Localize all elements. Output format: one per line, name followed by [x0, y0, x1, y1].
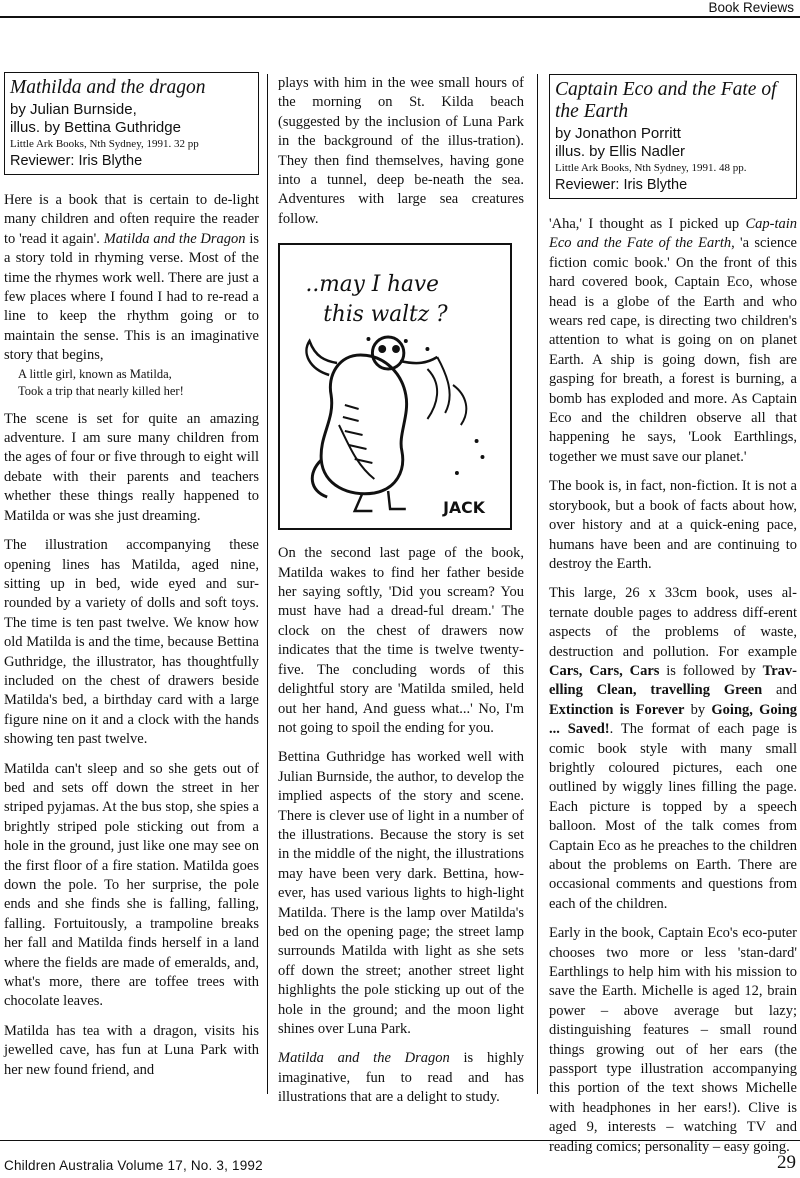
review1-header-box [4, 72, 259, 175]
top-rule [0, 16, 800, 18]
column-1 [4, 72, 259, 1090]
review2-header-box [549, 74, 797, 199]
paragraph: This large, 26 x 33cm book, uses al-ternate double pages to address diff-erent aspects of the problems of waste, destruction and pollution. For example Cars, Cars, Cars is followed by Trav-elling Clean, travelling Green and Extinction is Forever by Going, Going ... Saved!. The format of each page is comic book style with many small brightly coloured pictures, each one outlined by wiggly lines filling the page. Each picture is topped by a speech balloon. Most of the talk comes from Captain Eco as he preaches to the children about the problems on Earth. There are occasional comments and questions from each of the children. [549, 585, 798, 912]
review2-reviewer: Reviewer: Iris Blythe [555, 177, 688, 193]
review1-reviewer: Reviewer: Iris Blythe [10, 153, 143, 169]
paragraph: The scene is set for quite an amazing adventure. I am sure many children from the ages of four or five through to eight will debate with their parents and teachers whether these things really happened to Matilda or was she just dreaming. [4, 410, 259, 524]
dragon-illustration [278, 243, 512, 530]
bottom-rule [0, 1140, 800, 1141]
dragon-drawing-icon [280, 245, 510, 528]
paragraph: On the second last page of the book, Matilda wakes to find her father beside her saying softly, 'Did you scream? You must have had a dread-ful dream.' The clock on the chest of drawers now indicates that the time is twelve twenty-five. The concluding words of this delightful story are 'Matilda smiled, held out her hand, And guess what...' No, I'm not going to spoil the ending for you. [278, 545, 524, 736]
column-2 [278, 74, 524, 1118]
illustration-caption-line1: ..may I have [305, 272, 439, 298]
section-label: Book Reviews [708, 0, 794, 15]
paragraph: 'Aha,' I thought as I picked up Cap-tain Eco and the Fate of the Earth, 'a science fiction comic book.' On the front of this hard covered book, Captain Eco, whose head is a globe of the Earth and who wears red cape, is directing two children's attention to what is going on on planet Earth. A ship is going down, fish are gasping for breath, a forest is burning, a bomb has exploded and more. As Captain Eco and the children observe all that happening he says, 'Look Earthlings, together we must save our planet.' [549, 216, 797, 465]
paragraph: Matilda and the Dragon is highly imaginative, fun to read and has illustrations that are a delight to study. [278, 1050, 525, 1106]
paragraph: The book is, in fact, non-fiction. It is not a storybook, but a book of facts about how, over history and at a quick-ening pace, humans have been and are continuing to destroy the Earth. [549, 478, 797, 572]
review2-publisher: Little Ark Books, Nth Sydney, 1991. 48 pp. [555, 162, 747, 174]
column-3 [549, 74, 797, 1167]
paragraph: Here is a book that is certain to de-light many children and often require the reader to 'read it again'. Matilda and the Dragon is a story told in rhyming verse. Most of the time the rhymes work well. There are just a few places where I found I had to re-read a line to keep the rhythm going or to maintain the sense. This is an imaginative story that begins, [4, 192, 260, 364]
review2-illustrator: illus. by Ellis Nadler [555, 143, 686, 160]
column-divider [267, 74, 268, 1094]
verse-line: Took a trip that nearly killed her! [18, 383, 184, 398]
illustration-signature: JACK [443, 498, 485, 518]
paragraph: Bettina Guthridge has worked well with Julian Burnside, the author, to develop the implied aspects of the story and scene. There is clever use of light in a number of the illustrations. Because the story is set in the middle of the night, the illustrations may have been very dark. Bettina, how-ever, has used various lights to high-light Matilda. There is the lamp over Matilda's bed on the opening page; the street lamp surrounds Matilda with light as she sets off down the street; another street light highlights the pole sticking up out of the hole in the ground; and the moon light shines over Luna Park. [278, 749, 524, 1037]
verse-line: A little girl, known as Matilda, [18, 366, 172, 381]
paragraph: Matilda can't sleep and so she gets out of bed and sets off down the street in her striped pyjamas. At the bus stop, she spies a brightly striped pole sticking out from a hole in the ground, just like one may see on the first floor of a fire station. Matilda goes down the pole. To her surprise, the pole ends and she finds she is falling, falling, falling. Fortuitously, a trampoline breaks her fall and Matilda finds herself in a land where the fields are made of emeralds, and, what's more, there are toffee trees with chocolate leaves. [4, 760, 259, 1010]
column-divider [537, 74, 538, 1094]
paragraph: plays with him in the wee small hours of the morning on St. Kilda beach (suggested by the inclusion of Luna Park in the background of the illus-tration). They then find themselves, having gone into a tunnel, deep be-neath the sea. Adventures with large sea creatures follow. [278, 75, 524, 227]
review1-publisher: Little Ark Books, Nth Sydney, 1991. 32 pp [10, 138, 199, 150]
review1-illustrator: illus. by Bettina Guthridge [10, 119, 181, 136]
page-number: 29 [777, 1152, 796, 1173]
review1-author: by Julian Burnside, [10, 101, 137, 118]
illustration-caption-line2: this waltz ? [323, 302, 448, 328]
verse-quote [18, 366, 259, 400]
review2-author: by Jonathon Porritt [555, 125, 681, 142]
review1-title: Mathilda and the dragon [10, 77, 206, 98]
review2-title: Captain Eco and the Fate of the Earth [555, 79, 777, 122]
paragraph: The illustration accompanying these opening lines has Matilda, aged nine, sitting up in bed, wide eyed and sur-rounded by a variety of dolls and soft toys. The time is ten past twelve. We know how old Matilda is and the time, because Bettina Guthridge, the illustrator, has thoughtfully included on the chest of drawers beside Matilda's bed, a birthday card with a large figure nine on it and a clock with the hands showing ten past twelve. [4, 537, 259, 748]
footer-journal: Children Australia Volume 17, No. 3, 1992 [4, 1158, 263, 1173]
paragraph: Early in the book, Captain Eco's eco-puter chooses two more or less 'stan-dard' Earthlings to help him with his mission to save the Earth. Michelle is aged 12, brain power – above average but lazy; distinguishing features – small round things growing out of her ears (the passport type illustration accompanying this portion of the text shows Michelle with headphones in her ears!). Clive is aged 9, interests – watching TV and reading comics; personality – easy going. [549, 925, 797, 1155]
paragraph: Matilda has tea with a dragon, visits his jewelled cave, has fun at Luna Park with her new found friend, and [4, 1022, 259, 1078]
